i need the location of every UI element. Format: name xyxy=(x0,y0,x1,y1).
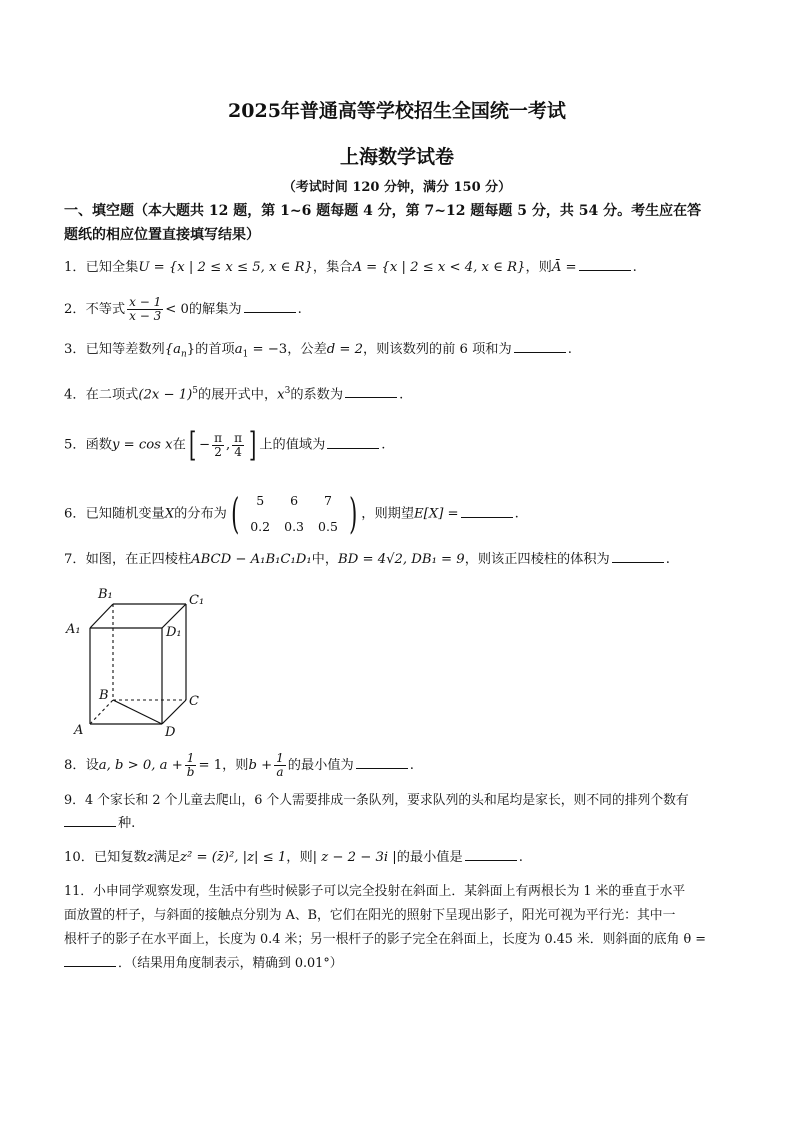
label-c: C xyxy=(189,694,199,709)
answer-blank[interactable] xyxy=(64,812,116,827)
exam-info: （考试时间 120 分钟，满分 150 分） xyxy=(282,180,512,195)
edge-dc xyxy=(162,700,186,724)
right-bracket: ] xyxy=(249,425,257,465)
section-heading xyxy=(64,199,744,247)
question-5: 5．函数y = cos x在[ − $\frac{\pi}{2}$ , $\frac{\pi}{4}$ ] 上的值域为 . xyxy=(64,425,386,465)
label-a1: A₁ xyxy=(66,622,81,637)
answer-blank[interactable] xyxy=(244,298,296,313)
answer-blank[interactable] xyxy=(64,952,116,967)
question-10: 10．已知复数z满足z² = (z̄)², |z| ≤ 1，则| z − 2 − 3i |的最小值是 . xyxy=(64,846,736,869)
exam-title: 2025年普通高等学校招生全国统一考试 xyxy=(228,100,566,122)
label-d1: D₁ xyxy=(166,625,182,640)
label-c1: C₁ xyxy=(189,593,205,608)
hidden-edge-ab xyxy=(90,700,113,724)
answer-blank[interactable] xyxy=(461,503,513,518)
fraction: $\frac{\pi}{4}$ xyxy=(234,430,243,459)
question-7: 7．如图，在正四棱柱ABCD − A₁B₁C₁D₁中，BD = 4√2, DB₁ = 9，则该正四棱柱的体积为 . xyxy=(64,548,736,571)
section-heading-line2: 题纸的相应位置直接填写结果） xyxy=(64,227,260,243)
answer-blank[interactable] xyxy=(612,548,664,563)
answer-blank[interactable] xyxy=(345,383,397,398)
question-9: 9．4 个家长和 2 个儿童去爬山，6 个人需要排成一条队列，要求队列的头和尾均是家长，则不同的排列个数有 种. xyxy=(64,793,689,831)
edge-a1b1 xyxy=(90,604,113,628)
label-a: A xyxy=(74,723,84,738)
question-4: 4．在二项式$(2x - 1)^5$的展开式中，$x^3$的系数为 . xyxy=(64,380,736,406)
question-8: 8．设a, b > 0, a + $\frac{1}{b}$ = 1，则b + $\frac{1}{a}$ 的最小值为 . xyxy=(64,751,414,779)
question-2: 2．不等式 $\frac{x - 1}{x - 3}$ < 0的解集为 . xyxy=(64,295,302,323)
fraction: $\frac{1}{a}$ xyxy=(276,751,284,779)
question-1: 1．已知全集U = {x | 2 ≤ x ≤ 5, x ∈ R}，集合A = {x | 2 ≤ x < 4, x ∈ R}，则Ā = . xyxy=(64,256,736,279)
left-bracket: [ xyxy=(188,425,197,465)
label-d: D xyxy=(165,725,176,740)
section-heading-line1: 一、填空题（本大题共 12 题，第 1~6 题每题 4 分，第 7~12 题每题 5 分，共 54 分。考生应在答 xyxy=(64,203,702,219)
answer-blank[interactable] xyxy=(579,256,631,271)
label-b1: B₁ xyxy=(98,587,113,602)
fraction: $\frac{1}{b}$ xyxy=(186,751,195,779)
fraction: $\frac{x - 1}{x - 3}$ xyxy=(129,295,162,323)
diagonal-bd xyxy=(113,700,162,724)
answer-blank[interactable] xyxy=(327,434,379,449)
label-b: B xyxy=(99,688,109,703)
question-11: 11．小申同学观察发现，生活中有些时候影子可以完全投射在斜面上．某斜面上有两根长为 1 米的垂直于水平 面放置的杆子，与斜面的接触点分别为 A、B，它们在阳光的照射下呈现出影子，阳光可视为平行光：其中一 根杆子的影子在水平面上，长度为 0.4 米；另一根杆子的影子完全在斜面上，长度为 0.45 米．则斜面的底角 θ = ．（结果用角度制表示，精确到 0.01°） xyxy=(64,884,706,971)
exam-subtitle: 上海数学试卷 xyxy=(339,146,454,168)
question-6: 6．已知随机变量X的分布为 ( 5 6 7 0.2 0.3 0.5 ) ，则期望E[X] = . xyxy=(64,489,519,538)
answer-blank[interactable] xyxy=(356,754,408,769)
fraction: $\frac{\pi}{2}$ xyxy=(214,430,222,459)
answer-blank[interactable] xyxy=(514,338,566,353)
prism-figure xyxy=(62,584,212,740)
answer-blank[interactable] xyxy=(465,846,517,861)
question-3: 3．已知等差数列$\{a_n\}$的首项$a_1 = -3$，公差d = 2，则该数列的前 6 项和为 . xyxy=(64,338,736,366)
distribution-matrix: ( 5 6 7 0.2 0.3 0.5 ) xyxy=(230,489,358,538)
